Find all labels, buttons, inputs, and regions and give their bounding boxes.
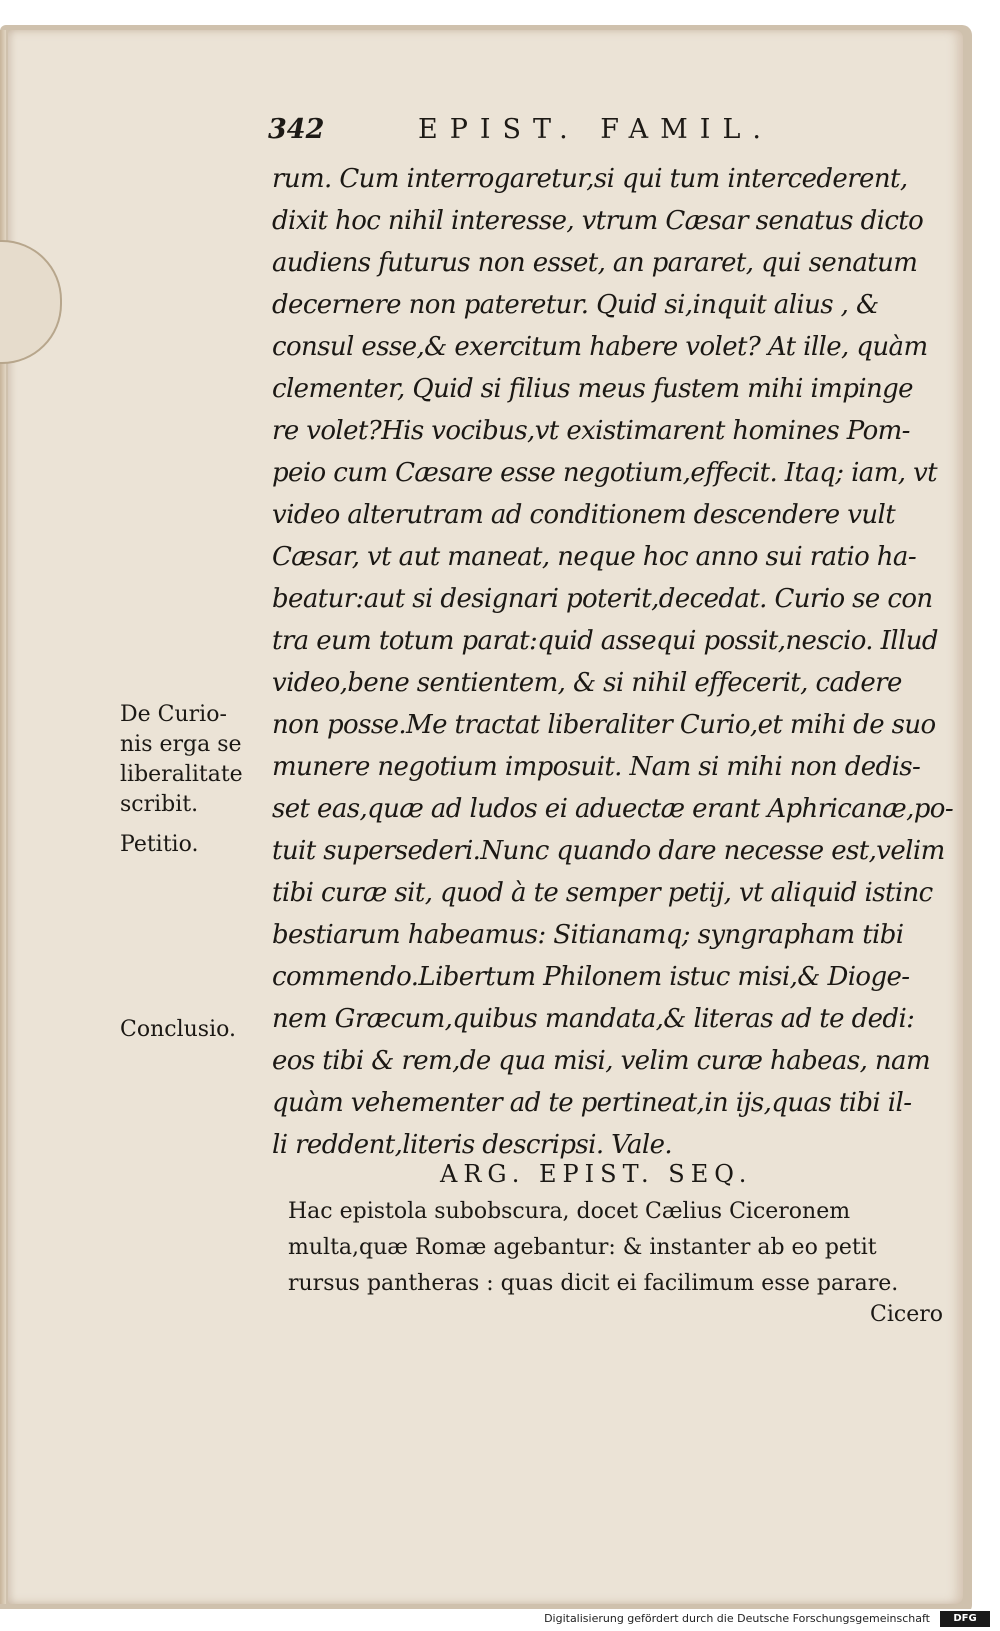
text-line: dixit hoc nihil interesse, vtrum Cæsar senatus dicto	[272, 206, 924, 236]
argument-text	[288, 1194, 968, 1302]
marginal-note-line: scribit.	[120, 792, 199, 817]
argument-line: rursus pantheras : quas dicit ei facilimum esse parare.	[288, 1271, 899, 1296]
text-line: non posse.Me tractat liberaliter Curio,et mihi de suo	[272, 710, 936, 740]
marginal-note-petitio: Petitio.	[120, 832, 199, 857]
text-line: audiens futurus non esset, an pararet, qui senatum	[272, 248, 918, 278]
argument-title: ARG. EPIST. SEQ.	[440, 1160, 753, 1188]
text-line: li reddent,literis descripsi. Vale.	[272, 1130, 673, 1160]
text-line: video,bene sentientem, & si nihil effecerit, cadere	[272, 668, 902, 698]
text-line: rum. Cum interrogaretur,si qui tum intercederent,	[272, 164, 908, 194]
text-line: decernere non pateretur. Quid si,inquit alius , &	[272, 290, 879, 320]
text-line: commendo.Libertum Philonem istuc misi,& Dioge-	[272, 962, 910, 992]
argument-line: Hac epistola subobscura, docet Cælius Ciceronem	[288, 1199, 851, 1224]
dfg-logo: DFG	[940, 1611, 990, 1627]
page-number: 342	[268, 114, 325, 145]
text-line: clementer, Quid si filius meus fustem mihi impinge	[272, 374, 913, 404]
text-line: munere negotium imposuit. Nam si mihi non dedis-	[272, 752, 921, 782]
text-line: quàm vehementer ad te pertineat,in ijs,quas tibi il-	[272, 1088, 912, 1118]
page-header	[268, 114, 828, 154]
text-line: nem Græcum,quibus mandata,& literas ad te dedi:	[272, 1004, 915, 1034]
text-line: tra eum totum parat:quid assequi possit,nescio. Illud	[272, 626, 938, 656]
text-line: re volet?His vocibus,vt existimarent homines Pom-	[272, 416, 910, 446]
text-line: consul esse,& exercitum habere volet? At ille, quàm	[272, 332, 928, 362]
text-line: tibi curæ sit, quod à te semper petij, vt aliquid istinc	[272, 878, 933, 908]
marginal-note-conclusio: Conclusio.	[120, 1017, 236, 1042]
footer-bar	[0, 1609, 1000, 1631]
running-head: EPIST. FAMIL.	[418, 114, 773, 145]
text-line: beatur:aut si designari poterit,decedat. Curio se con	[272, 584, 933, 614]
letter-body	[272, 158, 972, 1166]
text-line: eos tibi & rem,de qua misi, velim curæ habeas, nam	[272, 1046, 930, 1076]
funding-notice: Digitalisierung gefördert durch die Deutsche Forschungsgemeinschaft	[544, 1612, 930, 1625]
text-line: video alterutram ad conditionem descendere vult	[272, 500, 896, 530]
text-line: tuit supersederi.Nunc quando dare necesse est,velim	[272, 836, 945, 866]
catchword: Cicero	[870, 1302, 943, 1327]
argument-line: multa,quæ Romæ agebantur: & instanter ab eo petit	[288, 1235, 877, 1260]
marginal-note-line: liberalitate	[120, 762, 243, 787]
marginal-note-curio	[120, 700, 243, 820]
marginal-note-line: nis erga se	[120, 732, 242, 757]
text-line: bestiarum habeamus: Sitianamq; syngrapham tibi	[272, 920, 904, 950]
marginal-note-line: De Curio-	[120, 702, 227, 727]
text-line: Cæsar, vt aut maneat, neque hoc anno sui ratio ha-	[272, 542, 917, 572]
text-line: set eas,quæ ad ludos ei aduectæ erant Aphricanæ,po-	[272, 794, 954, 824]
text-line: peio cum Cæsare esse negotium,effecit. Itaq; iam, vt	[272, 458, 938, 488]
